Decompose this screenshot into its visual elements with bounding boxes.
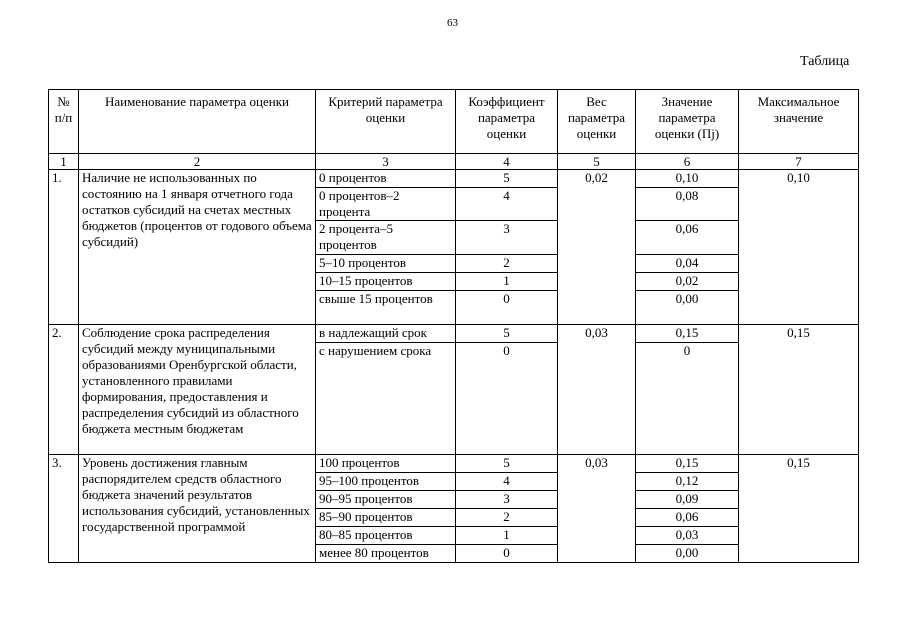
column-number: 2 (79, 154, 316, 170)
coefficient-cell: 5 (456, 325, 558, 343)
coefficient-cell: 1 (456, 527, 558, 545)
header-cell: Значение параметра оценки (Пj) (636, 90, 739, 154)
value-cell: 0,06 (636, 509, 739, 527)
coefficient-cell: 4 (456, 473, 558, 491)
table-row (49, 325, 859, 343)
criterion-cell: 0 процентов (316, 170, 456, 188)
table-row (49, 455, 859, 473)
coefficient-cell: 0 (456, 343, 558, 455)
criterion-cell: менее 80 процентов (316, 545, 456, 563)
header-cell: Критерий параметра оценки (316, 90, 456, 154)
coefficient-cell: 2 (456, 255, 558, 273)
table-caption: Таблица (800, 54, 850, 69)
parameter-name-cell: Наличие не использованных по состоянию на 1 января отчетного года остатков субсидий на счетах местных бюджетов (процентов от годового объема субсидий) (79, 170, 316, 325)
value-cell: 0,09 (636, 491, 739, 509)
weight-cell: 0,02 (558, 170, 636, 325)
criterion-cell: с нарушением срока (316, 343, 456, 455)
coefficient-cell: 5 (456, 170, 558, 188)
criterion-cell: 85–90 процентов (316, 509, 456, 527)
coefficient-cell: 0 (456, 291, 558, 325)
row-number-cell: 3. (49, 455, 79, 563)
criterion-cell: 2 процента–5 процентов (316, 221, 456, 255)
coefficient-cell: 4 (456, 188, 558, 221)
value-cell: 0,10 (636, 170, 739, 188)
header-cell: Максимальное значение (739, 90, 859, 154)
column-number: 4 (456, 154, 558, 170)
coefficient-cell: 3 (456, 221, 558, 255)
value-cell: 0,06 (636, 221, 739, 255)
criterion-cell: 100 процентов (316, 455, 456, 473)
criterion-cell: 80–85 процентов (316, 527, 456, 545)
value-cell: 0,15 (636, 325, 739, 343)
table-row (49, 170, 859, 188)
header-cell: № п/п (49, 90, 79, 154)
value-cell: 0,03 (636, 527, 739, 545)
criterion-cell: 0 процентов–2 процента (316, 188, 456, 221)
max-value-cell: 0,15 (739, 455, 859, 563)
value-cell: 0,04 (636, 255, 739, 273)
max-value-cell: 0,15 (739, 325, 859, 455)
criterion-cell: 95–100 процентов (316, 473, 456, 491)
parameter-name-cell: Уровень достижения главным распорядителем средств областного бюджета значений результатов использования субсидий, установленных государственной программой (79, 455, 316, 563)
criterion-cell: в надлежащий срок (316, 325, 456, 343)
criterion-cell: 5–10 процентов (316, 255, 456, 273)
page-number: 63 (447, 17, 458, 29)
value-cell: 0,15 (636, 455, 739, 473)
header-cell: Коэффициент параметра оценки (456, 90, 558, 154)
column-number-row (49, 154, 859, 170)
row-number-cell: 1. (49, 170, 79, 325)
column-number: 1 (49, 154, 79, 170)
value-cell: 0,00 (636, 545, 739, 563)
header-cell: Вес параметра оценки (558, 90, 636, 154)
column-number: 6 (636, 154, 739, 170)
value-cell: 0,02 (636, 273, 739, 291)
column-number: 3 (316, 154, 456, 170)
coefficient-cell: 2 (456, 509, 558, 527)
criterion-cell: 90–95 процентов (316, 491, 456, 509)
value-cell: 0 (636, 343, 739, 455)
evaluation-table (48, 89, 859, 563)
criterion-cell: 10–15 процентов (316, 273, 456, 291)
value-cell: 0,00 (636, 291, 739, 325)
max-value-cell: 0,10 (739, 170, 859, 325)
value-cell: 0,12 (636, 473, 739, 491)
value-cell: 0,08 (636, 188, 739, 221)
row-number-cell: 2. (49, 325, 79, 455)
weight-cell: 0,03 (558, 455, 636, 563)
coefficient-cell: 0 (456, 545, 558, 563)
column-number: 7 (739, 154, 859, 170)
header-row (49, 90, 859, 154)
coefficient-cell: 1 (456, 273, 558, 291)
parameter-name-cell: Соблюдение срока распределения субсидий между муниципальными образованиями Оренбургской области, установленного правилами формирования, предоставления и распределения субсидий из областного бюджета местным бюджетам (79, 325, 316, 455)
criterion-cell: свыше 15 процентов (316, 291, 456, 325)
header-cell: Наименование параметра оценки (79, 90, 316, 154)
coefficient-cell: 3 (456, 491, 558, 509)
table-body (49, 170, 859, 563)
weight-cell: 0,03 (558, 325, 636, 455)
column-number: 5 (558, 154, 636, 170)
coefficient-cell: 5 (456, 455, 558, 473)
